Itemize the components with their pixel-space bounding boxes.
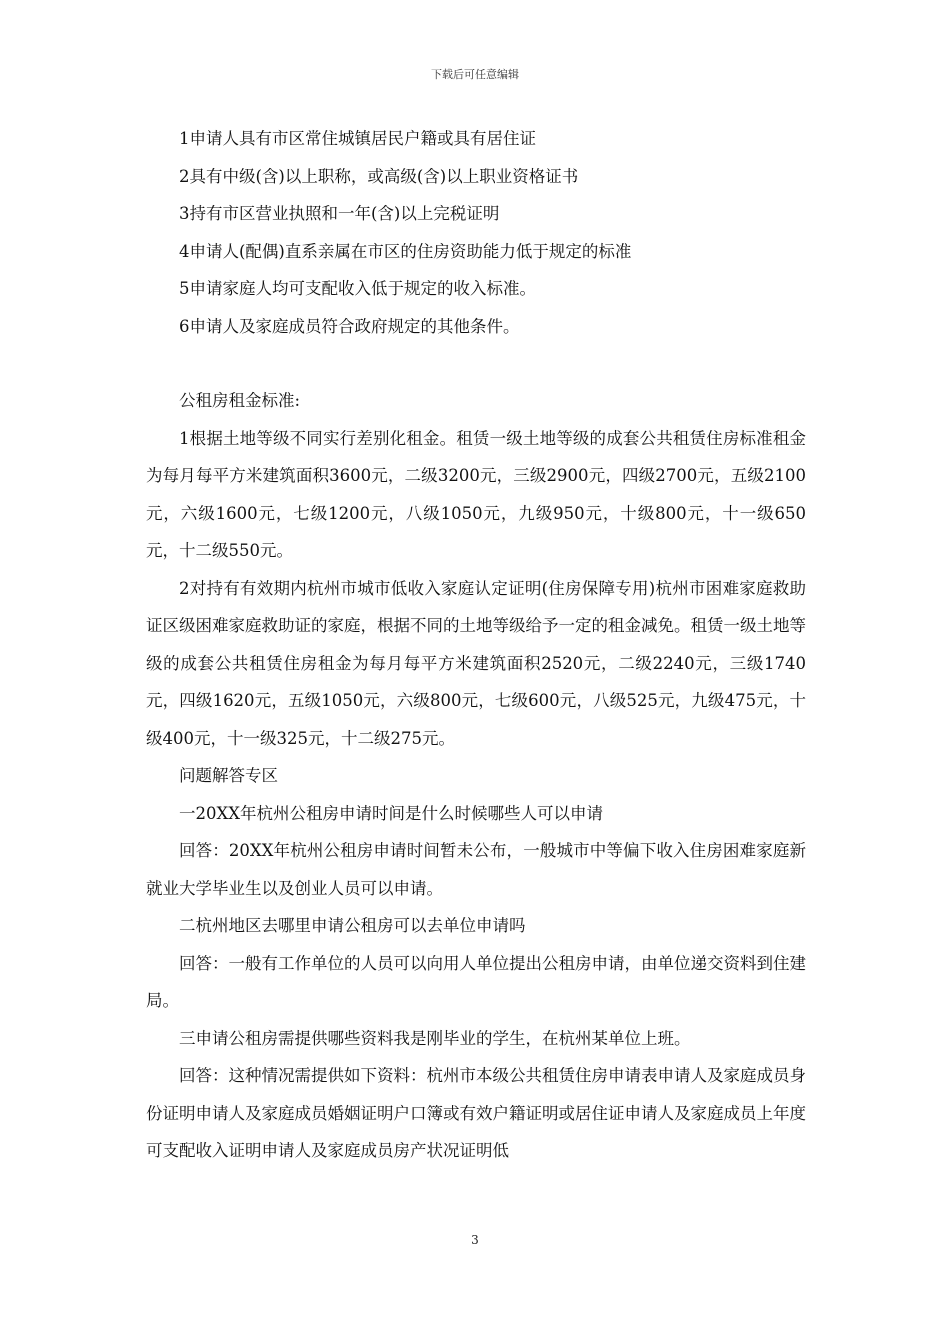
condition-item-3: 3持有市区营业执照和一年(含)以上完税证明: [179, 204, 500, 223]
faq-answer-3: 回答：这种情况需提供如下资料：杭州市本级公共租赁住房申请表申请人及家庭成员身份证明申请人及家庭成员婚姻证明户口簿或有效户籍证明或居住证申请人及家庭成员上年度可支配收入证明申请人及家庭成员房产状况证明低: [146, 1066, 806, 1160]
faq-question-1: 一20XX年杭州公租房申请时间是什么时候哪些人可以申请: [179, 803, 603, 823]
faq-answer-2: 回答：一般有工作单位的人员可以向用人单位提出公租房申请，由单位递交资料到住建局。: [146, 953, 806, 1010]
paragraph-gap: [146, 345, 806, 382]
page-number: 3: [471, 1233, 479, 1247]
faq-heading: 问题解答专区: [179, 766, 278, 785]
condition-item-5: 5申请家庭人均可支配收入低于规定的收入标准。: [179, 279, 536, 298]
condition-item-6: 6申请人及家庭成员符合政府规定的其他条件。: [179, 316, 520, 336]
rent-paragraph-1: 1根据土地等级不同实行差别化租金。租赁一级土地等级的成套公共租赁住房标准租金为每月每平方米建筑面积3600元，二级3200元，三级2900元，四级2700元，五级2100元，六级1600元，七级1200元，八级1050元，九级950元，十级800元，十一级650元，十二级550元。: [146, 428, 806, 560]
rent-heading: 公租房租金标准:: [179, 391, 301, 410]
condition-item-1: 1申请人具有市区常住城镇居民户籍或具有居住证: [179, 129, 536, 148]
condition-item-2: 2具有中级(含)以上职称，或高级(含)以上职业资格证书: [179, 166, 579, 186]
page-header: 下载后可任意编辑: [431, 68, 519, 81]
condition-item-4: 4申请人(配偶)直系亲属在市区的住房资助能力低于规定的标准: [179, 241, 632, 261]
faq-question-2: 二杭州地区去哪里申请公租房可以去单位申请吗: [179, 916, 526, 935]
rent-paragraph-2: 2对持有有效期内杭州市城市低收入家庭认定证明(住房保障专用)杭州市困难家庭救助证区级困难家庭救助证的家庭，根据不同的土地等级给予一定的租金减免。租赁一级土地等级的成套公共租赁住房租金为每月每平方米建筑面积2520元，二级2240元，三级1740元，四级1620元，五级1050元，六级800元，七级600元，八级525元，九级475元，十级400元，十一级325元，十二级275元。: [146, 578, 806, 748]
faq-question-3: 三申请公租房需提供哪些资料我是刚毕业的学生，在杭州某单位上班。: [179, 1028, 691, 1048]
document-body: [146, 120, 806, 1170]
faq-answer-1: 回答：20XX年杭州公租房申请时间暂未公布，一般城市中等偏下收入住房困难家庭新就业大学毕业生以及创业人员可以申请。: [146, 841, 806, 898]
